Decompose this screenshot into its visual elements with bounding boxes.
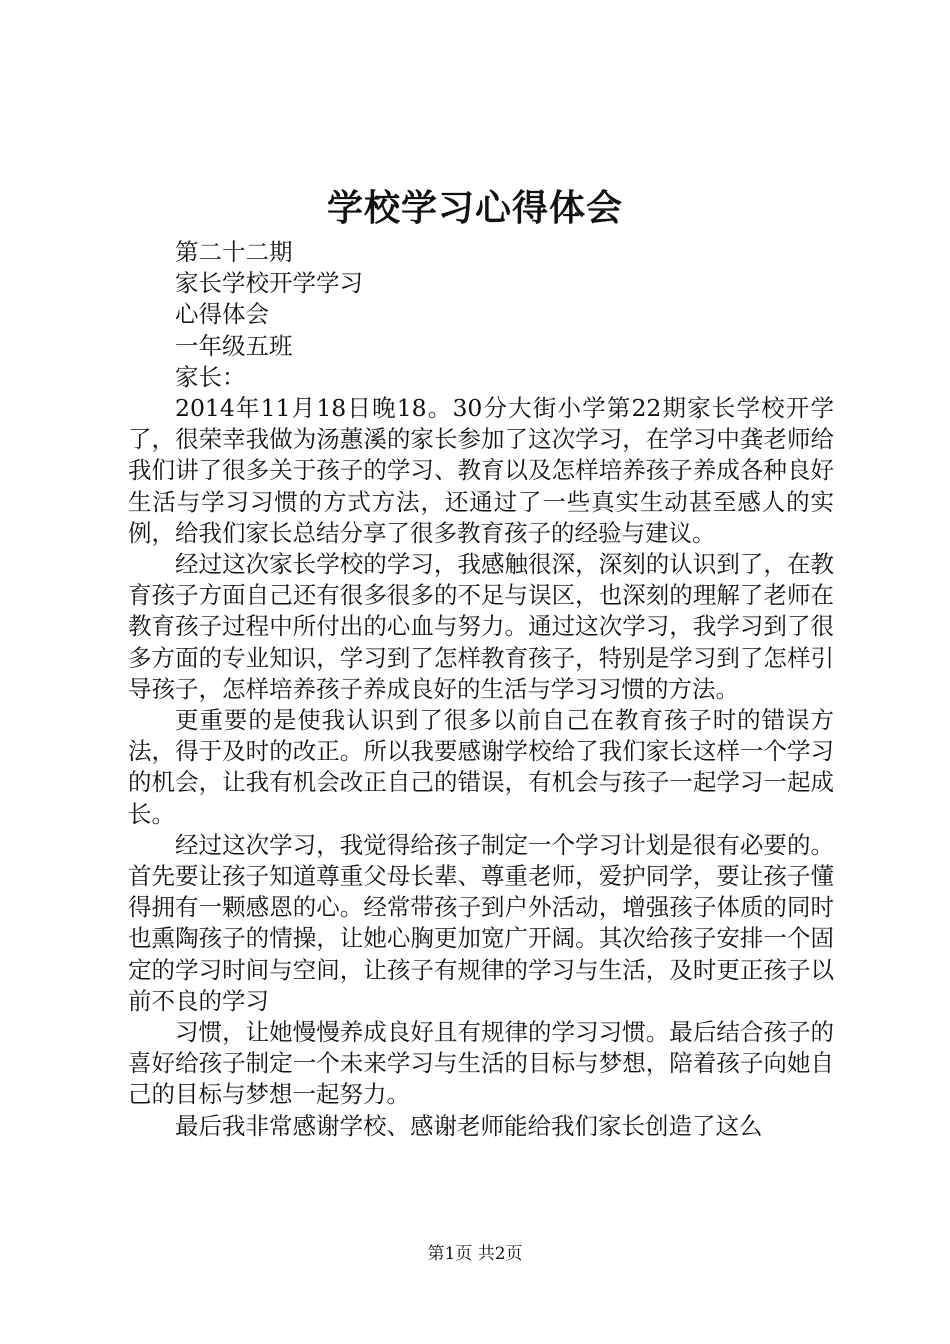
author-line: 家长： (175, 362, 246, 391)
document-body (128, 237, 834, 1142)
issue-line: 第二十二期 (175, 238, 293, 266)
heading-line: 心得体会 (175, 300, 269, 329)
paragraph: 习惯，让她慢慢养成良好且有规律的学习习惯。最后结合孩子的喜好给孩子制定一个未来学习与生活的目标与梦想，陪着孩子向她自己的目标与梦想一起努力。 (128, 1018, 834, 1109)
paragraph: 最后我非常感谢学校、感谢老师能给我们家长创造了这么 (175, 1111, 763, 1140)
document-title: 学校学习心得体会 (326, 187, 623, 229)
paragraph: 2014年11月18日晚18。30分大街小学第22期家长学校开学了，很荣幸我做为汤蕙溪的家长参加了这次学习，在学习中龚老师给我们讲了很多关于孩子的学习、教育以及怎样培养孩子养成各种良好生活与学习习惯的方式方法，还通过了一些真实生动甚至感人的实例，给我们家长总结分享了很多教育孩子的经验与建议。 (128, 394, 834, 547)
paragraph: 经过这次学习，我觉得给孩子制定一个学习计划是很有必要的。首先要让孩子知道尊重父母长辈、尊重老师，爱护同学，要让孩子懂得拥有一颗感恩的心。经常带孩子到户外活动，增强孩子体质的同时也熏陶孩子的情操，让她心胸更加宽广开阔。其次给孩子安排一个固定的学习时间与空间，让孩子有规律的学习与生活，及时更正孩子以前不良的学习 (128, 830, 834, 1015)
paragraph: 经过这次家长学校的学习，我感触很深，深刻的认识到了，在教育孩子方面自己还有很多很多的不足与误区，也深刻的理解了老师在教育孩子过程中所付出的心血与努力。通过这次学习，我学习到了很多方面的专业知识，学习到了怎样教育孩子，特别是学习到了怎样引导孩子，怎样培养孩子养成良好的生活与学习习惯的方法。 (128, 550, 834, 703)
page-number: 第1页 共2页 (427, 1244, 523, 1264)
subtitle-line: 家长学校开学学习 (175, 269, 363, 298)
class-line: 一年级五班 (175, 331, 293, 360)
paragraph: 更重要的是使我认识到了很多以前自己在教育孩子时的错误方法，得于及时的改正。所以我要感谢学校给了我们家长这样一个学习的机会，让我有机会改正自己的错误，有机会与孩子一起学习一起成长。 (128, 706, 834, 828)
